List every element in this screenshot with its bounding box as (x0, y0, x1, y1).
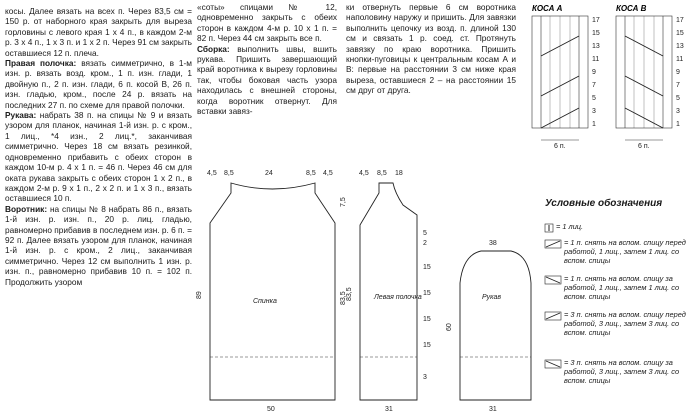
left-front-label-1: Левая полочка (374, 294, 422, 301)
legend-cross-right-3: = 3 п. снять на вспом. спицу за работой, 3 лиц., затем 3 лиц. со вспом. спицы (564, 358, 680, 385)
heading-right-front: Правая полочка: (5, 58, 77, 69)
kosa-a-row-numbers (592, 17, 600, 128)
front-seg-1: 5 (423, 230, 427, 237)
sleeve-top: 38 (489, 240, 497, 247)
legend-cross-left-1: = 1 п. снять на вспом. спицу перед работой, 1 лиц., затем 1 лиц. со вспом. спицы (564, 238, 686, 265)
row-13: 13 (592, 43, 600, 50)
sleeve-bottom: 31 (489, 406, 497, 413)
kosa-a-title: КОСА А (532, 4, 563, 13)
front-seg-6: 15 (423, 342, 431, 349)
front-offset: 4,5 (359, 170, 369, 177)
row-17: 17 (592, 17, 600, 24)
front-top-width: 18 (395, 170, 403, 177)
legend-knit: = 1 лиц. (556, 222, 584, 231)
row-1: 1 (676, 121, 680, 128)
row-11: 11 (592, 56, 600, 63)
row-3: 3 (592, 108, 596, 115)
back-height-2: 83,5 (340, 291, 347, 305)
row-7: 7 (592, 82, 596, 89)
paragraph-collar (5, 204, 192, 287)
paragraph-assembly (197, 44, 337, 117)
row-13: 13 (676, 43, 684, 50)
heading-assembly: Сборка: (197, 43, 230, 54)
back-label: Спинка (253, 298, 277, 305)
text-assembly: выполнить швы, вшить рукава. Пришить завершающий край воротника к вырезу горловины так, чтобы боковая часть узора находилась с внешней стороны, когда воротник отвернут. Для вставки завяз- (197, 43, 337, 117)
pattern-diagrams (195, 165, 540, 419)
paragraph-collar-cont: «соты» спицами № 12, одновременно закрыть с обеих сторон в каждом 4-м р. 10 х 1 п. = 82 п. Через 44 см закрыть все п. (197, 2, 337, 44)
front-seg-2: 2 (423, 240, 427, 247)
front-seg-3: 15 (423, 264, 431, 271)
kosa-b-title: КОСА В (616, 4, 647, 13)
heading-collar: Воротник: (5, 203, 48, 214)
legend-cross-right-1: = 1 п. снять на вспом. спицу за работой, 1 лиц., затем 1 лиц. со вспом. спицы (564, 274, 680, 301)
kosa-a-width: 6 п. (554, 143, 566, 150)
cable-charts (528, 2, 698, 152)
legend-title: Условные обозначения (545, 198, 663, 209)
sleeve-label: Рукав (482, 294, 502, 301)
left-front-piece (346, 170, 431, 413)
kosa-b-width: 6 п. (638, 143, 650, 150)
back-offset-right: 4,5 (323, 170, 333, 177)
row-9: 9 (592, 69, 596, 76)
legend-cross-left-3: = 3 п. снять на вспом. спицу перед работой, 3 лиц., затем 3 лиц. со вспом. спицы (564, 310, 686, 337)
legend-symbols (543, 222, 563, 402)
back-offset-left: 4,5 (207, 170, 217, 177)
instructions-column-1 (5, 6, 192, 287)
back-shoulder-left: 8,5 (224, 170, 234, 177)
row-1: 1 (592, 121, 596, 128)
sleeve-height: 60 (446, 323, 453, 331)
text-collar: на спицы № 8 набрать 86 п., вязать 1-й изн. р. изн. п., 20 р. лиц. гладью, равномерно прибавив в последнем изн. р. 6 п. = 92 п. Далее вязать узором для планок, начиная 1-й изн. р. с кром., 2 лиц., заканчивая симметрично. Через 12 см выполнить 1 изн. р. изн. п., равномерно прибавив 10 п. = 102 п. Продолжить узором (5, 203, 192, 287)
instructions-column-3 (346, 2, 516, 96)
front-width: 31 (385, 406, 393, 413)
kosa-b-row-numbers (676, 17, 684, 128)
kosa-a-grid (532, 16, 588, 128)
paragraph-sleeves (5, 110, 192, 204)
row-15: 15 (592, 30, 600, 37)
row-9: 9 (676, 69, 680, 76)
back-height: 89 (196, 291, 203, 299)
row-5: 5 (676, 95, 680, 102)
front-seg-7: 3 (423, 374, 427, 381)
text-sleeves: набрать 38 п. на спицы № 9 и вязать узором для планок, начиная 1-й изн. р. с кром., 1 лиц., *4 изн., 2 лиц.*, заканчивая симметрично. Через 18 см вязать резинкой, одновременно прибавить с обеих сторон в каждом 10-м р. 4 х 1 п. = 46 п. Через 46 см для оката рукава закрыть с обеих сторон 1 х 2 п., в каждом 2-м р. 9 х 1 п., 2 х 2 п. и 1 х 3 п., вязать оставшиеся 10 п. (5, 110, 192, 204)
back-piece (196, 170, 347, 413)
text-right-front: вязать симметрично, в 1-м изн. р. вязать возд. кром., 1 п. изн. глади, 1 двойную п., 2 п. изн. глади, 6 п. косой В, 26 п. изн. гладью, кром., после 24 р. вязать на последних 27 п. по схеме для правой полочки. (5, 58, 192, 110)
paragraph-right-front (5, 58, 192, 110)
paragraph-back-neck: косы. Далее вязать на всех п. Через 83,5 см = 150 р. от наборного края закрыть для выреза горловины с левого края 1 х 4 п., в каждом 2-м р. 3 х 4 п., 1 х 3 п. и 1 х 2 п. Через 91 см закрыть оставшиеся 12 п. плеча. (5, 6, 192, 58)
paragraph-assembly-cont: ки отвернуть первые 6 см воротника наполовину наружу и пришить. Для завязки выполнить цепочку из возд. п. длиной 130 см и связать 1 р. соед. ст. Протянуть завязку по краю воротника. Пришить кнопки-пуговицы к центральным косам А и В: первые на расстоянии 3 см ниже края выреза, оставшиеся 2 – на расстоянии 15 см друг от друга. (346, 2, 516, 96)
back-shoulder-right: 8,5 (306, 170, 316, 177)
kosa-b-grid (616, 16, 672, 128)
row-5: 5 (592, 95, 596, 102)
back-neck: 24 (265, 170, 273, 177)
back-width: 50 (267, 406, 275, 413)
front-seg-5: 15 (423, 316, 431, 323)
row-17: 17 (676, 17, 684, 24)
row-11: 11 (676, 56, 684, 63)
front-shoulder: 8,5 (377, 170, 387, 177)
back-neck-depth: 7,5 (340, 197, 347, 207)
row-15: 15 (676, 30, 684, 37)
front-seg-4: 15 (423, 290, 431, 297)
front-height: 83,5 (346, 287, 353, 301)
instructions-column-2 (197, 2, 337, 116)
row-3: 3 (676, 108, 680, 115)
sleeve-piece (446, 240, 531, 413)
row-7: 7 (676, 82, 680, 89)
heading-sleeves: Рукава: (5, 110, 37, 121)
